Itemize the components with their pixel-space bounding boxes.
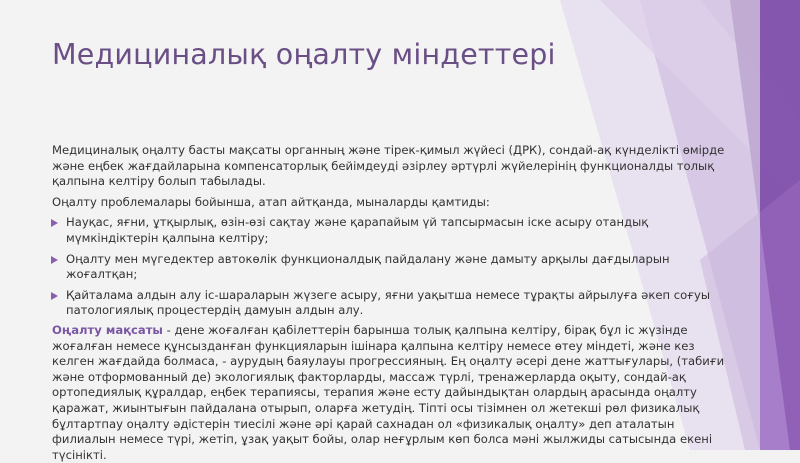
slide-title: Медициналық оңалту міндеттері	[52, 38, 556, 71]
triangle-bullet-icon	[51, 219, 58, 227]
bullet-text: Қайталама алдын алу іс-шараларын жүзеге асыру, яғни уақытша немесе тұрақты айрылуға әкеп соғуы патологиялық процестердің дамуын алдын алу.	[66, 287, 711, 318]
intro-paragraph: Медициналық оңалту басты мақсаты органның және тірек-қимыл жүйесі (ДРК), сондай-ақ күнделікті өмірде және еңбек жағдайларына компенсаторлық бейімдеуді әзірлеу әртүрлі жүйелерінің функционалды толық қалпына келтіру болып табылады.	[52, 143, 725, 189]
slide-body	[52, 143, 732, 463]
goal-paragraph	[52, 323, 732, 463]
goal-term: Оңалту мақсаты	[52, 322, 163, 337]
problems-paragraph: Оңалту проблемалары бойынша, атап айтқанда, мыналарды қамтиды:	[52, 194, 490, 209]
bullet-text: Науқас, яғни, ұтқырлық, өзін-өзі сақтау және қарапайым үй тапсырмасын іске асыру отандық мүмкіндіктерін қалпына келтіру;	[66, 215, 649, 245]
bullet-list	[52, 215, 732, 319]
bullet-text: Оңалту мен мүгедектер автокөлік функционалдық пайдалану және дамыту арқылы дағдыларын жоғалтқан;	[66, 251, 670, 282]
bullet-item	[52, 215, 732, 246]
triangle-bullet-icon	[51, 256, 58, 264]
bullet-item	[52, 252, 732, 283]
bullet-item	[52, 288, 732, 319]
triangle-bullet-icon	[51, 292, 58, 300]
goal-text: - дене жоғалған қабілеттерін барынша толық қалпына келтіру, бірақ бұл іс жүзінде жоғалған немесе құнсызданған функцияларын ішінара қалпына келтіру немесе өтеу міндеті, және кез келген жағдайда болмаса, - аурудың баяулауы прогрессияның. Ең оңалту әсері дене жаттығулары, (табиғи және отформованный де) экологиялық факторларды, массаж түрлі, тренажерларда оқыту, сондай-ақ ортопедиялық құралдар, еңбек терапиясы, терапия және есту дайындықтан олардың арасында оңалту қаражат, жиынтығын пайдалана отырып, оларға жетудің. Тіпті осы тізімнен ол жетекші рөл физикалық бұлтартпау оңалту әдістерін тиесілі және әрі қарай сахнадан ол «физикалық оңалту» деп аталатын филиалын немесе түрі, жетіп, ұзақ уақыт бойы, олар неғұрлым көп болса мәні жылжиды сатысында екені түсінікті.	[52, 322, 725, 462]
